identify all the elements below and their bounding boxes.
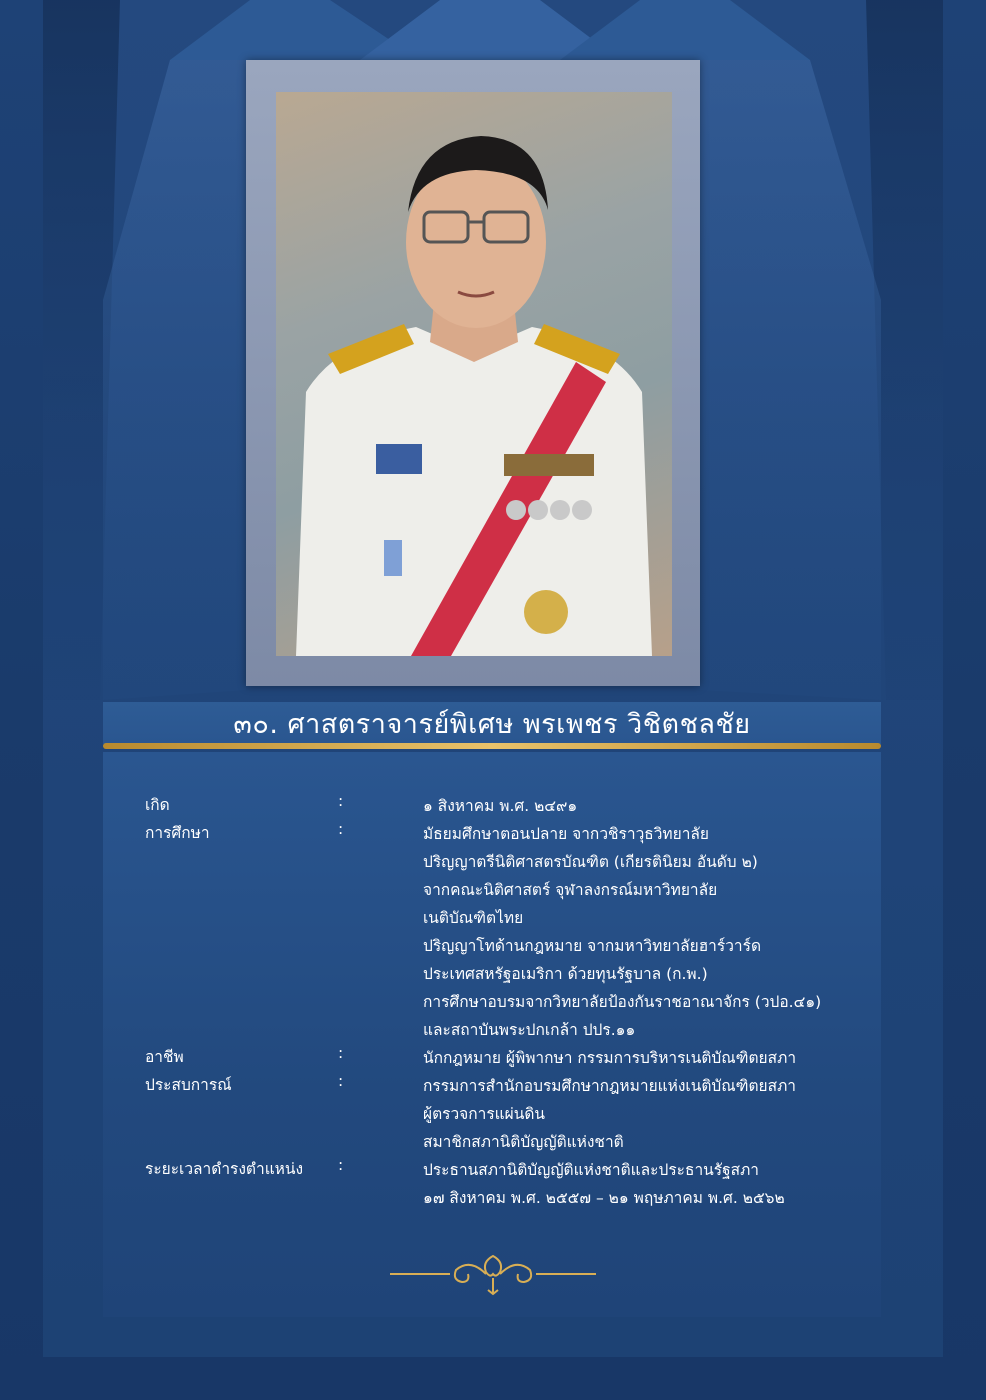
bio-label: อาชีพ xyxy=(145,1048,184,1066)
bio-value: จากคณะนิติศาสตร์ จุฬาลงกรณ์มหาวิทยาลัย xyxy=(423,881,718,899)
bio-value: ๑๗ สิงหาคม พ.ศ. ๒๕๕๗ – ๒๑ พฤษภาคม พ.ศ. ๒๕๖๒ xyxy=(423,1189,785,1207)
bio-label: เกิด xyxy=(145,796,170,814)
bio-row-experience xyxy=(145,1072,865,1156)
bio-value: ผู้ตรวจการแผ่นดิน xyxy=(423,1105,546,1123)
gold-divider xyxy=(103,743,881,749)
bio-label: การศึกษา xyxy=(145,824,210,842)
ornament-flourish-icon xyxy=(390,1248,596,1300)
portrait-illustration xyxy=(276,92,672,656)
bio-value: เนติบัณฑิตไทย xyxy=(423,909,524,927)
bio-value: การศึกษาอบรมจากวิทยาลัยป้องกันราชอาณาจักร (วปอ.๔๑) xyxy=(423,993,822,1011)
bio-colon: : xyxy=(338,820,344,838)
bio-row-education xyxy=(145,820,865,1044)
bio-value: และสถาบันพระปกเกล้า ปปร.๑๑ xyxy=(423,1021,636,1039)
bio-value: สมาชิกสภานิติบัญญัติแห่งชาติ xyxy=(423,1133,624,1151)
page-title: ๓๐. ศาสตราจารย์พิเศษ พรเพชร วิชิตชลชัย xyxy=(233,708,751,740)
bio-value: กรรมการสำนักอบรมศึกษากฎหมายแห่งเนติบัณฑิตยสภา xyxy=(423,1077,797,1095)
bio-colon: : xyxy=(338,1156,344,1174)
bio-row-occupation xyxy=(145,1044,865,1072)
bio-colon: : xyxy=(338,1044,344,1062)
bio-value: ประธานสภานิติบัญญัติแห่งชาติและประธานรัฐสภา xyxy=(423,1161,759,1179)
bio-value: นักกฎหมาย ผู้พิพากษา กรรมการบริหารเนติบัณฑิตยสภา xyxy=(423,1049,797,1067)
bio-value: ๑ สิงหาคม พ.ศ. ๒๔๙๑ xyxy=(423,797,578,815)
bio-label: ประสบการณ์ xyxy=(145,1076,232,1094)
bio-value: ปริญญาโทด้านกฎหมาย จากมหาวิทยาลัยฮาร์วาร์ด xyxy=(423,937,762,955)
bio-value: มัธยมศึกษาตอนปลาย จากวชิราวุธวิทยาลัย xyxy=(423,825,710,843)
biography-list xyxy=(145,792,865,1212)
bio-label: ระยะเวลาดำรงตำแหน่ง xyxy=(145,1160,304,1178)
portrait-photo xyxy=(276,92,672,656)
bio-colon: : xyxy=(338,792,344,810)
bio-value: ประเทศสหรัฐอเมริกา ด้วยทุนรัฐบาล (ก.พ.) xyxy=(423,965,708,983)
bio-row-born xyxy=(145,792,865,820)
bio-value: ปริญญาตรีนิติศาสตรบัณฑิต (เกียรตินิยม อันดับ ๒) xyxy=(423,853,758,871)
bio-row-term xyxy=(145,1156,865,1212)
bio-colon: : xyxy=(338,1072,344,1090)
title-bar xyxy=(103,702,881,744)
